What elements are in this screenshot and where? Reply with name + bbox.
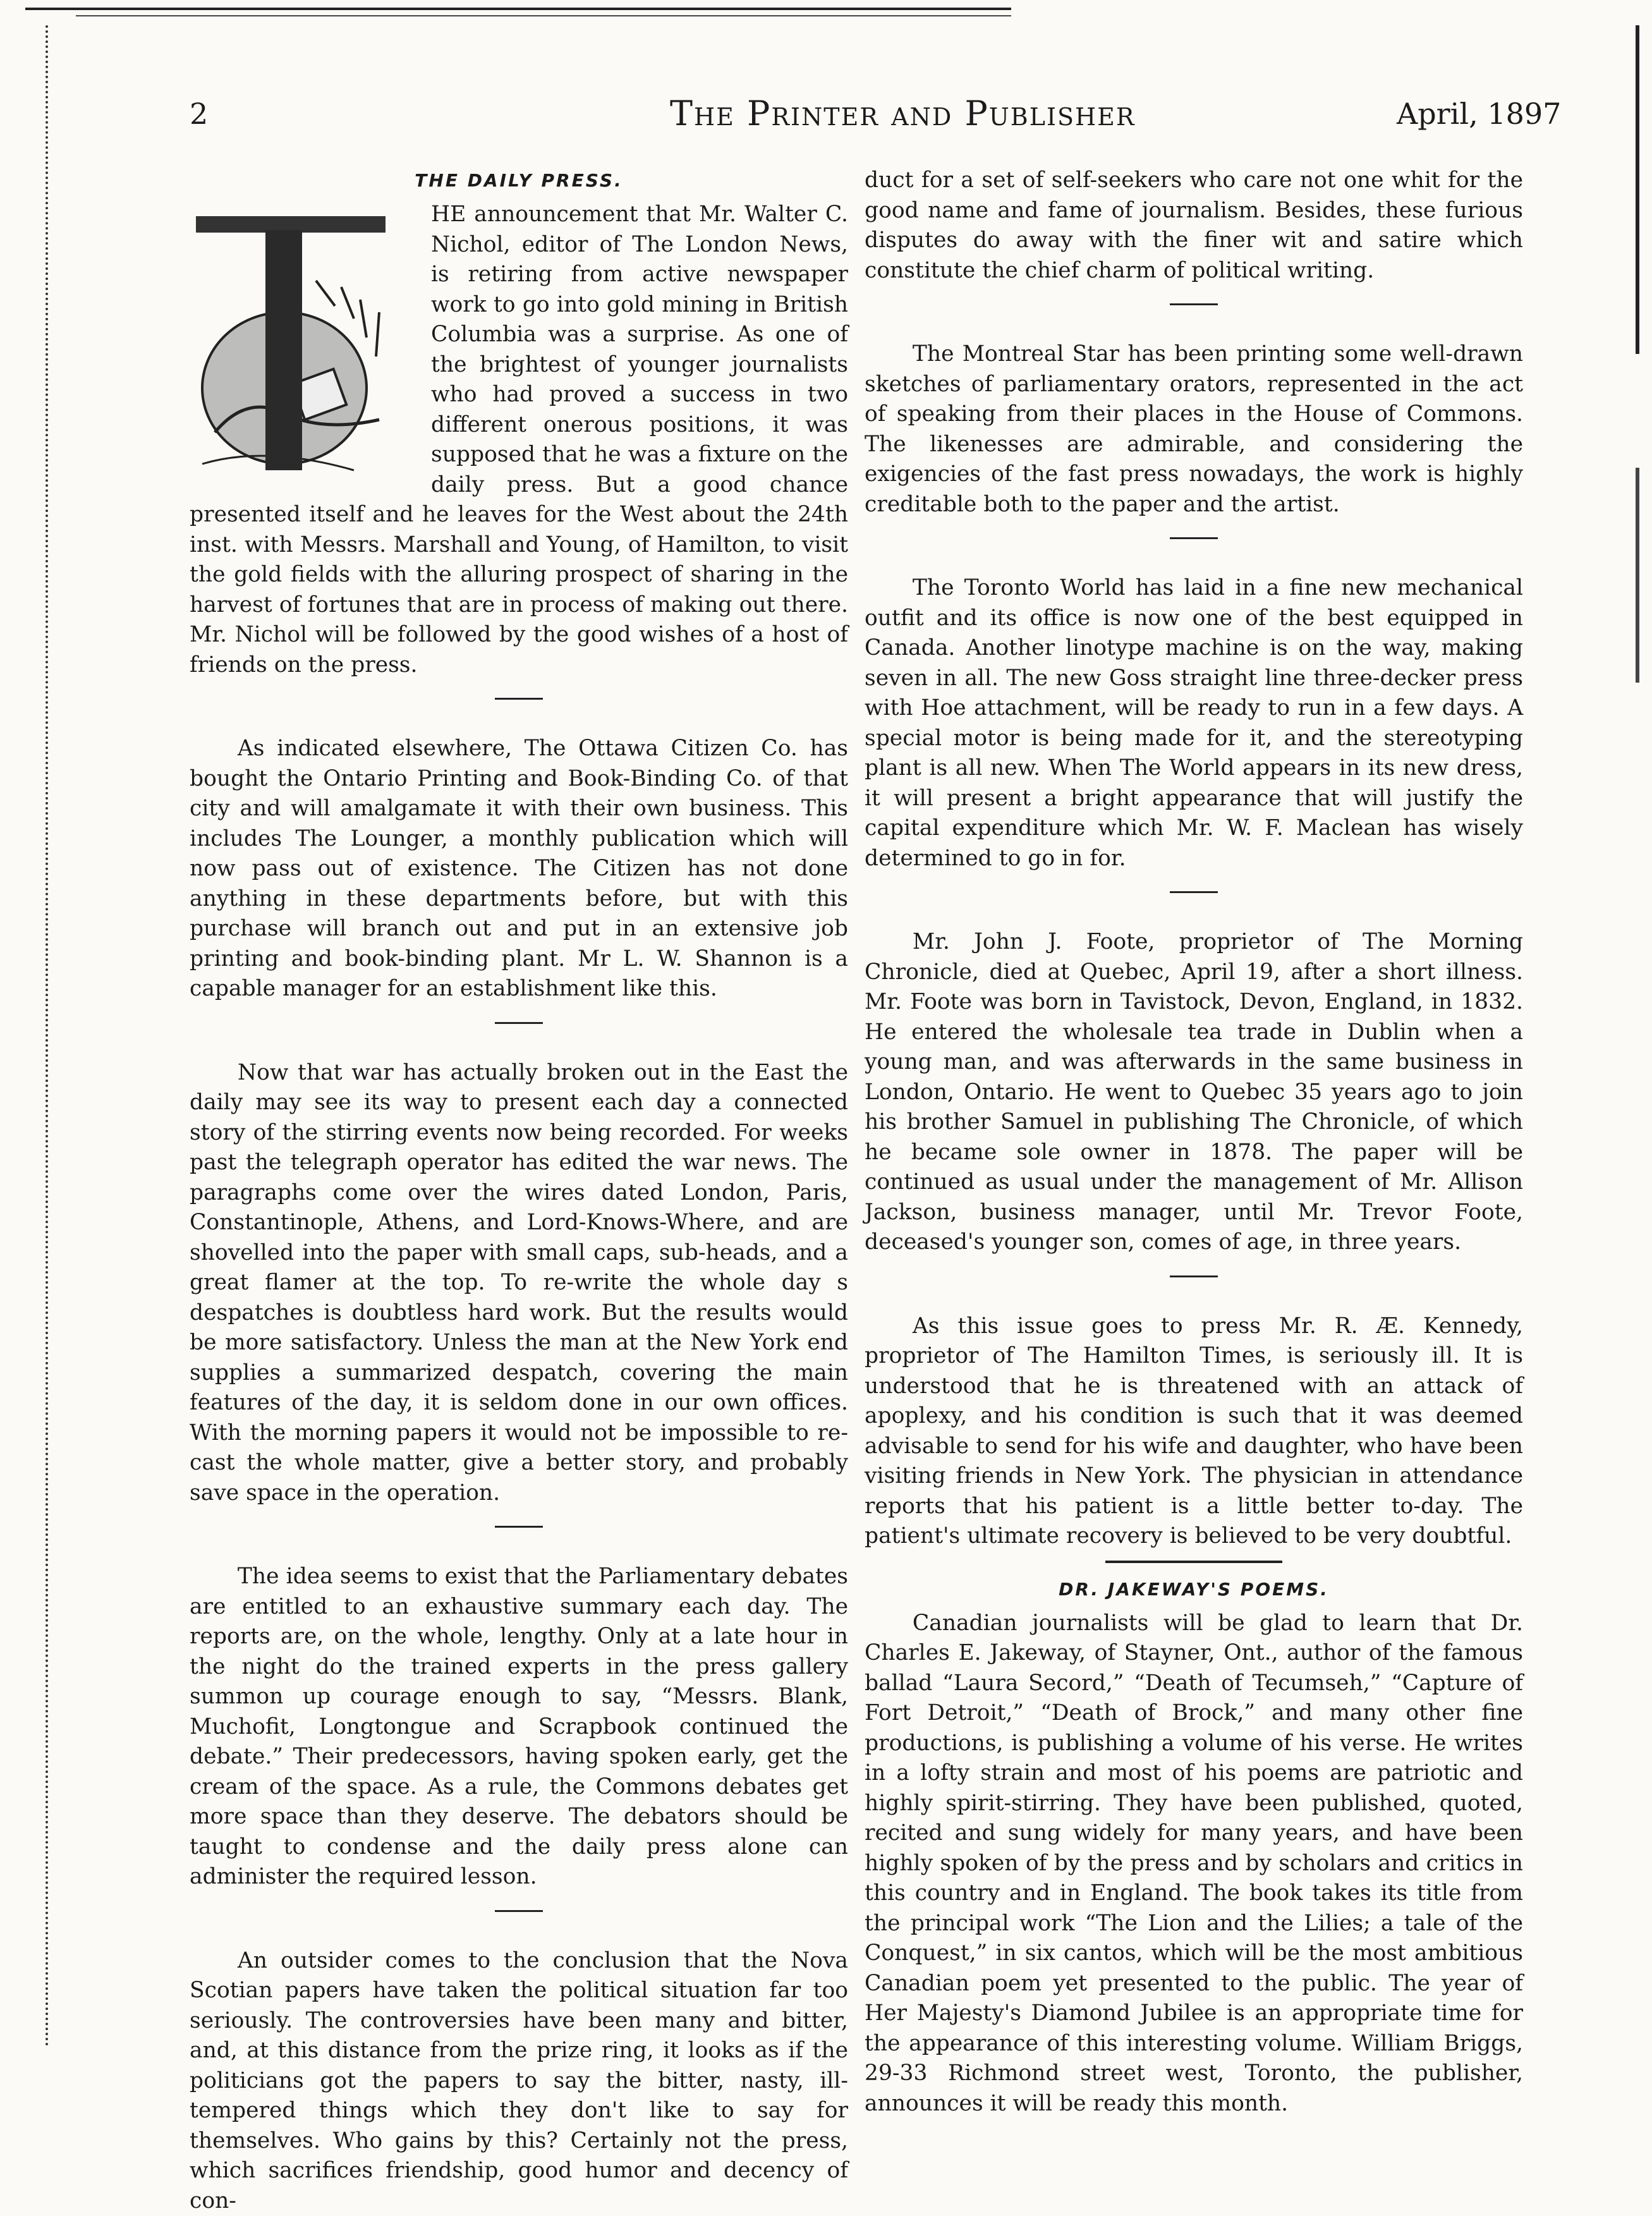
running-title: The Printer and Publisher bbox=[670, 95, 1136, 133]
separator bbox=[495, 1910, 543, 1912]
article-paragraph: The idea seems to exist that the Parliamentary debates are entitled to an exhaustive summary each day. The reports are, on the whole, lengthy. Only at a late hour in the night do the trained experts in the press gallery summon up courage enough to say, “Messrs. Blank, Muchofit, Longtongue and Scrapbook continued the debate.” Their predecessors, having spoken early, get the cream of the space. As a rule, the Commons debates get more space than they deserve. The debators should be taught to condense and the daily press alone can administer the required lesson. bbox=[190, 1562, 848, 1892]
right-column bbox=[865, 166, 1523, 2068]
article-paragraph: Mr. John J. Foote, proprietor of The Morning Chronicle, died at Quebec, April 19, after a short illness. Mr. Foote was born in Tavistock, Devon, England, in 1832. He entered the wholesale tea trade in Dublin when a young man, and was afterwards in the same business in London, Ontario. He went to Quebec 35 years ago to join his brother Samuel in publishing The Chronicle, of which he became sole owner in 1878. The paper will be continued as usual under the management of Mr. Allison Jackson, business manager, until Mr. Trevor Foote, deceased's younger son, comes of age, in three years. bbox=[865, 927, 1523, 1258]
left-column bbox=[190, 166, 848, 2068]
article-paragraph: The Montreal Star has been printing some well-drawn sketches of parliamentary orators, represented in the act of speaking from their places in the House of Commons. The likenesses are admirable, and considering the exigencies of the fast press nowadays, the work is highly creditable both to the paper and the artist. bbox=[865, 339, 1523, 520]
right-edge-mark-lower bbox=[1636, 468, 1639, 683]
separator bbox=[495, 698, 543, 700]
issue-date: April, 1897 bbox=[1397, 95, 1561, 133]
section-separator bbox=[1105, 1561, 1282, 1563]
initial-ornament-illustration bbox=[190, 205, 417, 496]
page-number: 2 bbox=[190, 95, 208, 133]
right-edge-mark bbox=[1636, 25, 1639, 354]
article-paragraph: As indicated elsewhere, The Ottawa Citizen Co. has bought the Ontario Printing and Book-Binding Co. of that city and will amalgamate it with their own business. This includes The Lounger, a monthly publication which will now pass out of existence. The Citizen has not done anything in these departments before, but with this purchase will branch out and put in an extensive job printing and book-binding plant. Mr L. W. Shannon is a capable manager for an establishment like this. bbox=[190, 734, 848, 1004]
article-paragraph: The Toronto World has laid in a fine new mechanical outfit and its office is now one of the best equipped in Canada. Another linotype machine is on the way, making seven in all. The new Goss straight line three-decker press with Hoe attachment, will be ready to run in a few days. A special motor is being made for it, and the stereotyping plant is all new. When The World appears in its new dress, it will present a bright appearance that will justify the capital expenditure which Mr. W. F. Maclean has wisely determined to go in for. bbox=[865, 573, 1523, 874]
separator bbox=[1170, 537, 1218, 539]
decorative-initial bbox=[190, 205, 417, 496]
separator bbox=[1170, 303, 1218, 305]
article-paragraph: As this issue goes to press Mr. R. Æ. Kennedy, proprietor of The Hamilton Times, is seriously ill. It is understood that he is threatened with an attack of apoplexy, and his condition is such that it was deemed advisable to send for his wife and daughter, who have been visiting friends in New York. The physician in attendance reports that his patient is a little better to-day. The patient's ultimate recovery is believed to be very doubtful. bbox=[865, 1312, 1523, 1552]
article-paragraph: An outsider comes to the conclusion that the Nova Scotian papers have taken the political situation far too seriously. The controversies have been many and bitter, and, at this distance from the prize ring, it looks as if the politicians got the papers to say the bitter, nasty, ill-tempered things which they don't like to say for themselves. Who gains by this? Certainly not the press, which sacrifices friendship, good humor and decency of con- bbox=[190, 1946, 848, 2216]
section-heading-daily-press: THE DAILY PRESS. bbox=[190, 166, 848, 196]
top-rule bbox=[25, 8, 1011, 10]
separator bbox=[495, 1526, 543, 1528]
separator bbox=[1170, 1275, 1218, 1277]
article-paragraph: Canadian journalists will be glad to learn that Dr. Charles E. Jakeway, of Stayner, Ont., author of the famous ballad “Laura Secord,” “Death of Tecumseh,” “Capture of Fort Detroit,” “Death of Brock,” and many other fine productions, is publishing a volume of his verse. He writes in a lofty strain and most of his poems are patriotic and highly spirit-stirring. They have been published, quoted, recited and sung widely for many years, and have been highly spoken of by the press and by scholars and critics in this country and in England. The book takes its title from the principal work “The Lion and the Lilies; a tale of the Conquest,” in six cantos, which will be the most ambitious Canadian poem yet presented to the public. The year of Her Majesty's Diamond Jubilee is an appropriate time for the appearance of this interesting volume. William Briggs, 29-33 Richmond street west, Toronto, the publisher, announces it will be ready this month. bbox=[865, 1609, 1523, 2119]
section-heading-jakeway-poems: DR. JAKEWAY'S POEMS. bbox=[865, 1574, 1523, 1605]
article-paragraph: HE announcement that Mr. Walter C. Nichol, editor of The London News, is retiring from active newspaper work to go into gold mining in British Columbia was a surprise. As one of the brightest of younger journalists who had proved a success in two different onerous positions, it was supposed that he was a fixture on the daily press. But a good chance presented itself and he leaves for the West about the 24th inst. with Messrs. Marshall and Young, of Hamilton, to visit the gold fields with the alluring prospect of sharing in the harvest of fortunes that are in process of making out there. Mr. Nichol will be followed by the good wishes of a host of friends on the press. bbox=[190, 200, 848, 680]
separator bbox=[495, 1022, 543, 1024]
separator bbox=[1170, 891, 1218, 893]
article-paragraph-continued: duct for a set of self-seekers who care not one whit for the good name and fame of journalism. Besides, these furious disputes do away with the finer wit and satire which constitute the chief charm of political writing. bbox=[865, 166, 1523, 286]
left-edge-marks bbox=[46, 25, 51, 2048]
article-paragraph: Now that war has actually broken out in the East the daily may see its way to present each day a connected story of the stirring events now being recorded. For weeks past the telegraph operator has edited the war news. The paragraphs come over the wires dated London, Paris, Constantinople, Athens, and Lord-Knows-Where, and are shovelled into the paper with small caps, sub-heads, and a great flamer at the top. To re-write the whole day s despatches is doubtless hard work. But the results would be more satisfactory. Unless the man at the New York end supplies a summarized despatch, covering the main features of the day, it is seldom done in our own offices. With the morning papers it would not be impossible to re-cast the whole matter, give a better story, and probably save space in the operation. bbox=[190, 1058, 848, 1509]
top-rule-secondary bbox=[76, 15, 1011, 16]
